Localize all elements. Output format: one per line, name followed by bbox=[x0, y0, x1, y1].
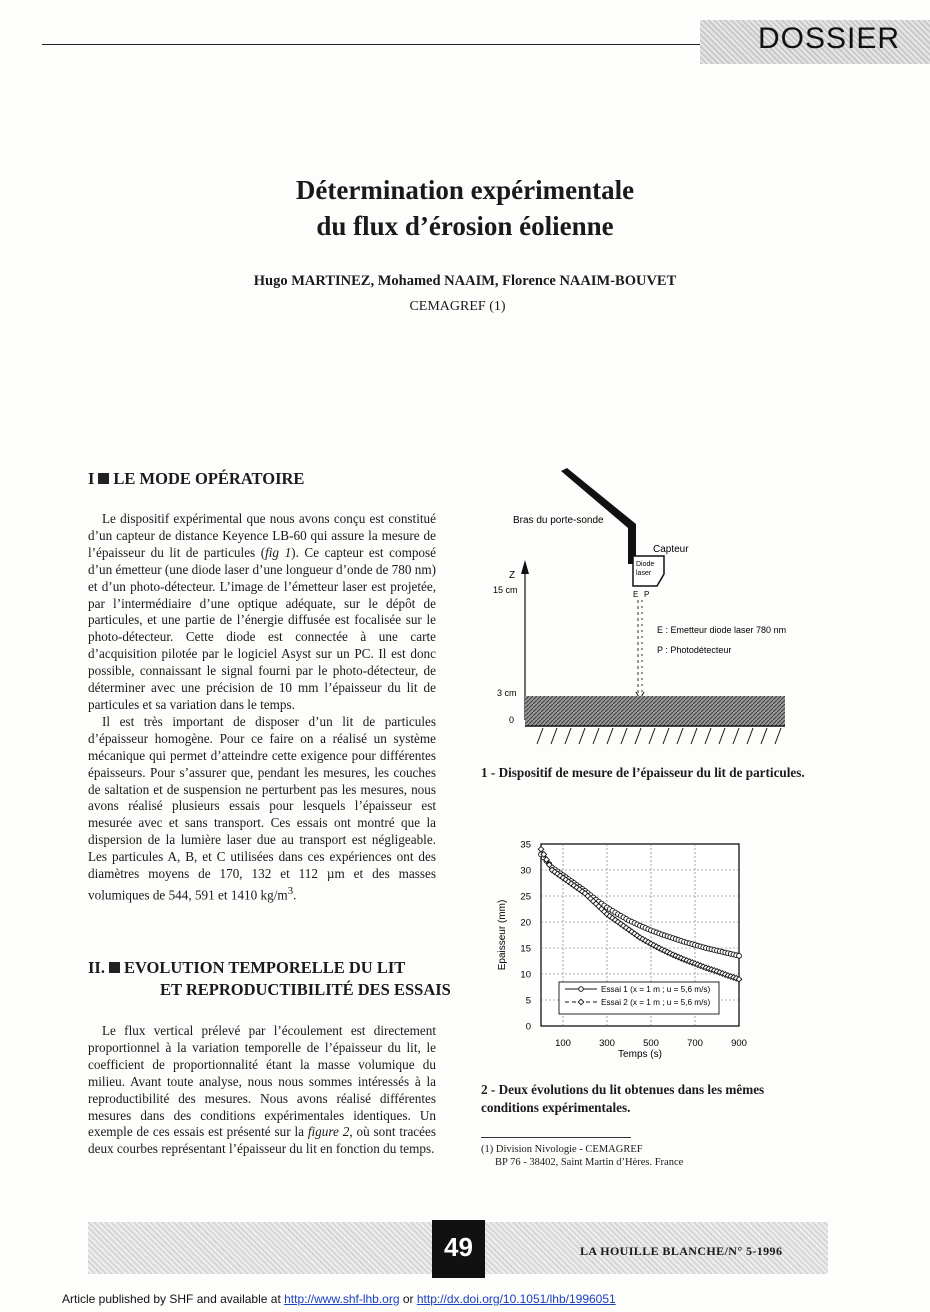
y-tick-label: 0 bbox=[525, 1021, 531, 1033]
tick-15cm: 15 cm bbox=[493, 585, 518, 595]
arm-label: Bras du porte-sonde bbox=[513, 515, 604, 526]
doi-link[interactable]: http://dx.doi.org/10.1051/lhb/1996051 bbox=[416, 1292, 616, 1306]
figure-1-caption: 1 - Dispositif de mesure de l’épaisseur du lit de particules. bbox=[481, 765, 805, 780]
tick-3cm: 3 cm bbox=[497, 688, 517, 698]
figure-2-chart bbox=[481, 830, 821, 1070]
footnote bbox=[481, 1143, 683, 1169]
legend-marker bbox=[579, 987, 584, 992]
journal-reference: LA HOUILLE BLANCHE/N° 5-1996 bbox=[580, 1244, 783, 1258]
title-line-1: Détermination expérimentale bbox=[295, 175, 635, 205]
figure-reference: figure 2 bbox=[307, 1124, 350, 1140]
paragraph: Le dispositif expérimental que nous avons conçu est constitué d’un capteur de distance Keyence LB-60 qui assure la mesure de l’épaisseur du lit de particules (fig 1). Ce capteur est composé d’un émetteur (une diode laser d’une longueur d’onde de 780 nm) et d’un photo-détecteur. L’image de l’émetteur laser est projetée, par l’intermédiaire d’une optique adéquate, sur le dépôt de particules, et une partie de l’énergie diffusée est focalisée sur le photo-détecteur. Cette diode est connectée à une carte d’acquisition pilotée par le logiciel Asyst sur un PC. Il est donc possible, connaissant le signal fourni par le photo-détecteur, de déterminer avec une précision de 10 mm l’épaisseur du lit de particules et sa variation dans le temps. bbox=[88, 511, 437, 712]
y-tick-label: 35 bbox=[520, 839, 531, 851]
particle-bed bbox=[525, 696, 785, 726]
x-tick-label: 900 bbox=[731, 1038, 747, 1049]
x-tick-label: 300 bbox=[599, 1038, 615, 1049]
section-1-title: LE MODE OPÉRATOIRE bbox=[113, 469, 305, 488]
publication-note: Article published by SHF and available at http://www.shf-lhb.org or http://dx.doi.org/10.1051/lhb/1996051 bbox=[62, 1292, 616, 1306]
section-2-title-line-1: EVOLUTION TEMPORELLE DU LIT bbox=[123, 958, 406, 977]
paragraph: Le flux vertical prélevé par l’écoulement est directement proportionnel à la variation temporelle de l’épaisseur du lit, le coefficient de proportionnalité étant la masse volumique du milieu. Avant toute analyse, nous nous sommes intéressés à la reproductibilité des mesures. Nous avons réalisé différentes mesures dans des conditions expérimentales identiques. Un exemple de ces essais est présenté sur la figure 2, où sont tracées deux courbes représentant l’épaisseur du lit en fonction du temps. bbox=[88, 1023, 436, 1157]
x-tick-label: 500 bbox=[643, 1038, 659, 1049]
x-tick-label: 100 bbox=[555, 1038, 571, 1049]
page-number: 49 bbox=[444, 1232, 473, 1262]
z-label: Z bbox=[509, 570, 516, 581]
section-2-body bbox=[88, 1023, 436, 1158]
title-line-2: du flux d’érosion éolienne bbox=[316, 211, 614, 241]
square-bullet-icon bbox=[109, 962, 120, 973]
shf-link[interactable]: http://www.shf-lhb.org bbox=[284, 1292, 400, 1306]
section-2-heading bbox=[88, 957, 451, 1001]
y-tick-label: 15 bbox=[520, 943, 531, 955]
authors: Hugo MARTINEZ, Mohamed NAAIM, Florence NAAIM-BOUVET bbox=[253, 273, 677, 289]
chart-legend bbox=[559, 982, 719, 1014]
x-tick-label: 700 bbox=[687, 1038, 703, 1049]
figure-1-diagram bbox=[481, 468, 821, 753]
sensor-label: Capteur bbox=[653, 544, 689, 555]
y-tick-label: 25 bbox=[520, 891, 531, 903]
section-2-title-line-2: ET REPRODUCTIBILITÉ DES ESSAIS bbox=[160, 980, 451, 999]
section-1-heading bbox=[88, 469, 304, 489]
x-axis-label: Temps (s) bbox=[618, 1049, 662, 1060]
legend-entry: Essai 2 (x = 1 m ; u = 5,6 m/s) bbox=[601, 998, 711, 1007]
figure-reference: fig 1 bbox=[265, 544, 292, 560]
affiliation: CEMAGREF (1) bbox=[409, 299, 506, 314]
footnote-rule bbox=[481, 1137, 631, 1138]
tick-0: 0 bbox=[509, 715, 515, 725]
article-title bbox=[0, 172, 930, 244]
paragraph: Il est très important de disposer d’un lit de particules d’épaisseur homogène. Pour ce faire on a réalisé un système mécanique qui permet d’atteindre cette exigence pour différentes épaisseurs. Pour s’assurer que, pendant les mesures, les couches de saltation et de suspension ne perturbent pas les mesures, nous avons réalisé plusieurs essais pour lesquels l’épaisseur est mesurée avec et sans transport. Ces essais ont montré que la dispersion de la lumière laser due au transport est négligeable. Les particules A, B, et C utilisées dans ces expériences ont des diamètres moyens de 170, 132 et 112 µm et des masses volumiques de 544, 591 et 1410 $kg/m^3$. bbox=[88, 713, 436, 903]
section-2-number: II. bbox=[88, 958, 105, 977]
square-bullet-icon bbox=[98, 473, 109, 484]
figure-2-caption: 2 - Deux évolutions du lit obtenues dans les mêmes conditions expérimentales. bbox=[481, 1082, 765, 1115]
z-axis-arrow-icon bbox=[521, 560, 529, 574]
data-point bbox=[737, 953, 742, 958]
footnote-line-1: (1) Division Nivologie - CEMAGREF bbox=[481, 1144, 643, 1155]
y-axis-label: Epaisseur (mm) bbox=[497, 899, 508, 971]
detector-legend: P : Photodétecteur bbox=[657, 645, 732, 655]
legend-entry: Essai 1 (x = 1 m ; u = 5,6 m/s) bbox=[601, 985, 711, 994]
emitter-tag: E bbox=[633, 590, 639, 599]
diode-label-1: Diode bbox=[636, 561, 655, 568]
detector-tag: P bbox=[644, 590, 650, 599]
y-tick-label: 20 bbox=[520, 917, 531, 929]
section-1-number: I bbox=[88, 469, 95, 488]
ground-hatching bbox=[537, 728, 781, 744]
y-tick-label: 5 bbox=[525, 995, 531, 1007]
section-1-body bbox=[88, 511, 436, 904]
footnote-line-2: BP 76 - 38402, Saint Martin d’Hères. France bbox=[495, 1157, 684, 1168]
header-rule bbox=[42, 44, 702, 45]
y-tick-label: 10 bbox=[520, 969, 531, 981]
diode-label-2: laser bbox=[636, 570, 652, 577]
y-tick-label: 30 bbox=[520, 865, 531, 877]
emitter-legend: E : Emetteur diode laser 780 nm bbox=[657, 625, 787, 635]
dossier-label: DOSSIER bbox=[758, 22, 901, 55]
